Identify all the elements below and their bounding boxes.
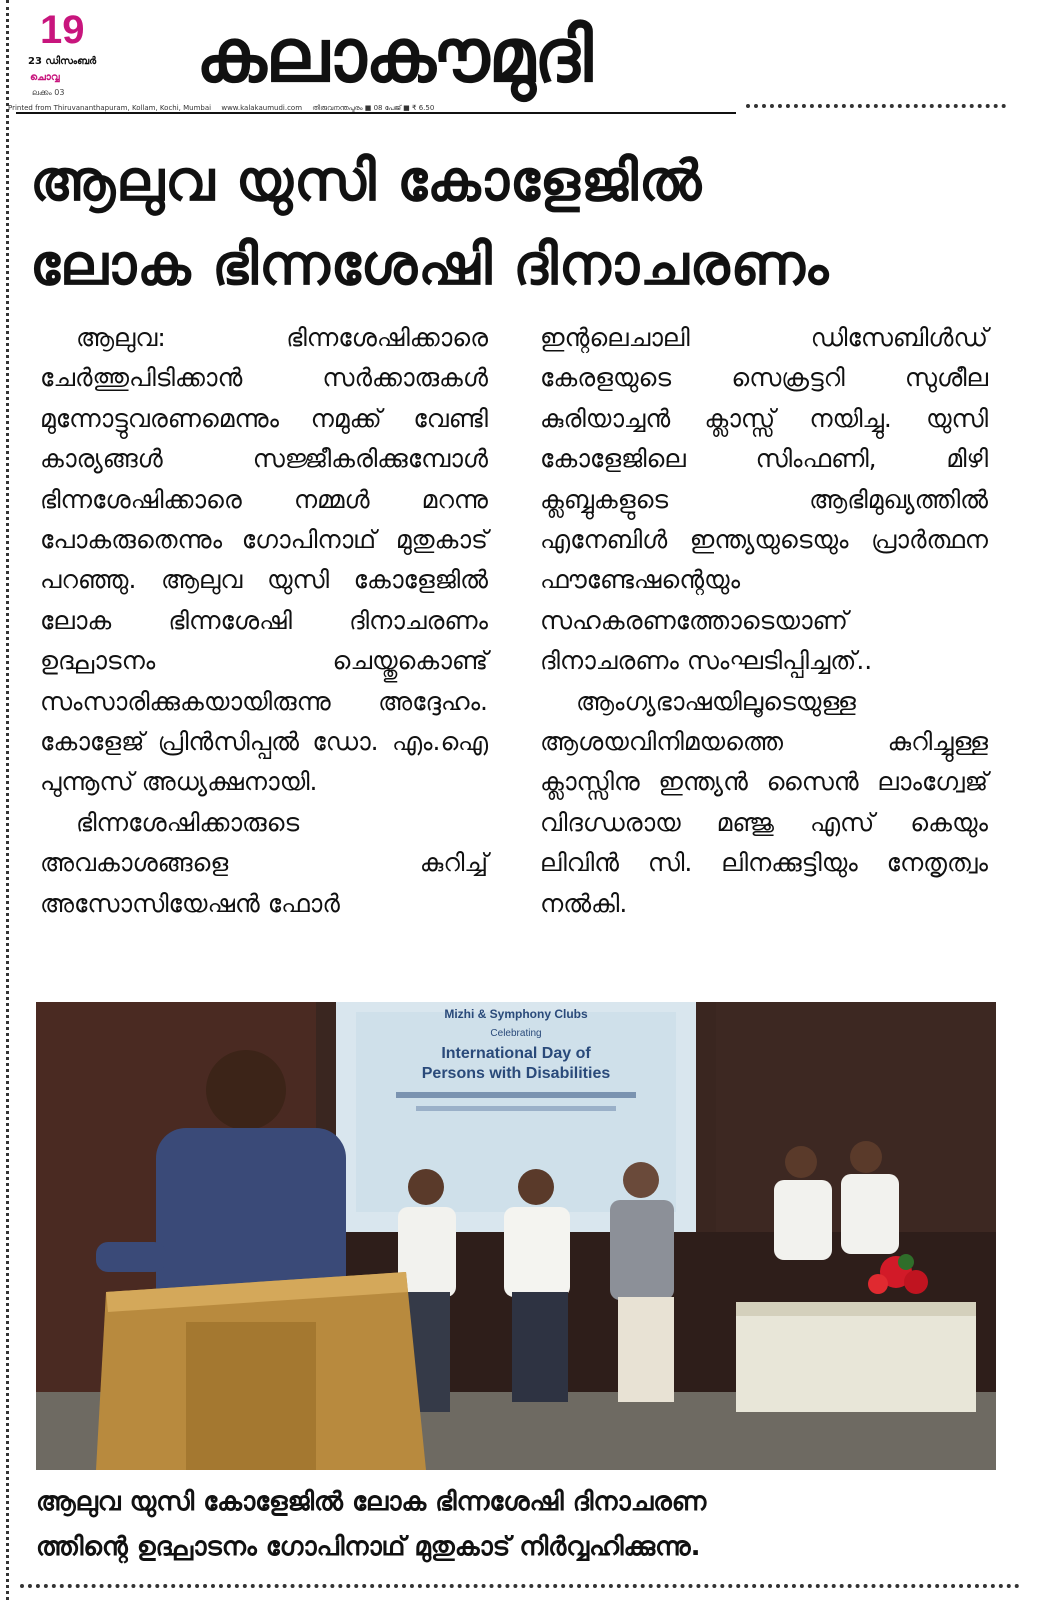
photo-caption xyxy=(36,1480,996,1570)
screen-text-2: Celebrating xyxy=(490,1028,542,1039)
issue-number: ലക്കം 03 xyxy=(32,88,65,97)
website-text: www.kalakaumudi.com xyxy=(221,104,303,112)
editions-text: Printed from Thiruvananthapuram, Kollam, Kochi, Mumbai xyxy=(8,104,212,112)
right-paragraph-2: ആംഗ്യഭാഷയിലൂടെയുള്ള ആശയവിനിമയത്തെ കുറിച്ചുള്ള ക്ലാസ്സിനു ഇന്ത്യൻ സൈൻ ലാംഗ്വേജ് വിദഗ്ധരായ മഞ്ജു എസ് കെയും ലിവിൻ സി. ലിനക്കുട്ടിയും നേതൃത്വം നൽകി. xyxy=(540,686,988,918)
head-table xyxy=(736,1302,976,1412)
screen-text-3: International Day of xyxy=(441,1045,591,1062)
city-line-text: തിരുവനന്തപുരം ■ 08 പേജ് ■ ₹ 6.50 xyxy=(312,104,435,112)
right-paragraph-1: ഇന്റലെചാലി ഡിസേബിൾഡ് കേരളയുടെ സെക്രട്ടറി സുശീല കുരിയാച്ചൻ ക്ലാസ്സ് നയിച്ചു. യുസി കോളേജിലെ സിംഫണി, മിഴി ക്ലബ്ബുകളുടെ ആഭിമുഖ്യത്തിൽ എനേബിൾ ഇന്ത്യയുടെയും പ്രാർത്ഥന ഫൗണ്ടേഷന്റെയും സഹകരണത്തോടെയാണ് ദിനാചരണം സംഘടിപ്പിച്ചത്.. xyxy=(540,323,988,676)
event-photo-illustration xyxy=(36,1002,996,1470)
article-right-column xyxy=(540,318,988,924)
screen-text-4: Persons with Disabilities xyxy=(421,1065,611,1082)
left-paragraph-2: ഭിന്നശേഷിക്കാരുടെ അവകാശങ്ങളെ കുറിച്ച് അസോസിയേഷൻ ഫോർ xyxy=(40,807,488,918)
left-dotted-rule xyxy=(6,0,9,1600)
edition-info xyxy=(8,104,442,113)
issue-day: ചൊവ്വ xyxy=(30,72,60,83)
headline-line-2: ലോക ഭിന്നശേഷി ദിനാചരണം xyxy=(30,233,830,298)
caption-line-1: ആലുവ യുസി കോളേജിൽ ലോക ഭിന്നശേഷി ദിനാചരണ xyxy=(36,1487,707,1517)
screen-text-1: Mizhi & Symphony Clubs xyxy=(444,1007,588,1021)
page-number: 19 xyxy=(40,8,85,52)
caption-line-2: ത്തിന്റെ ഉദ്ഘാടനം ഗോപിനാഥ് മുതുകാട് നിർവ്വഹിക്കുന്നു. xyxy=(36,1532,701,1562)
masthead-dots xyxy=(746,104,1006,108)
podium xyxy=(96,1272,426,1470)
left-paragraph-1: ആലുവ: ഭിന്നശേഷിക്കാരെ ചേർത്തുപിടിക്കാൻ സർക്കാരുകൾ മുന്നോട്ടുവരണമെന്നും നമുക്ക് വേണ്ടി കാര്യങ്ങൾ സജ്ജീകരിക്കുമ്പോൾ ഭിന്നശേഷിക്കാരെ നമ്മൾ മറന്നു പോകരുതെന്നും ഗോപിനാഥ് മുതുകാട് പറഞ്ഞു. ആലുവ യുസി കോളേജിൽ ലോക ഭിന്നശേഷി ദിനാചരണം ഉദ്ഘാടനം ചെയ്തുകൊണ്ട് സംസാരിക്കുകയായിരുന്നു അദ്ദേഹം. കോളേജ് പ്രിൻസിപ്പൽ ഡോ. എം.ഐ പുന്നൂസ് അധ്യക്ഷനായി. xyxy=(40,323,488,797)
article-headline xyxy=(30,140,1020,308)
article-left-column xyxy=(40,318,488,924)
issue-date: 23 ഡിസംബർ xyxy=(28,56,97,67)
headline-line-1: ആലുവ യുസി കോളേജിൽ xyxy=(30,149,703,214)
newspaper-logo: കലാകൗമുദി xyxy=(196,13,592,99)
article-photo xyxy=(36,1002,996,1470)
bottom-dotted-rule xyxy=(20,1584,1020,1588)
